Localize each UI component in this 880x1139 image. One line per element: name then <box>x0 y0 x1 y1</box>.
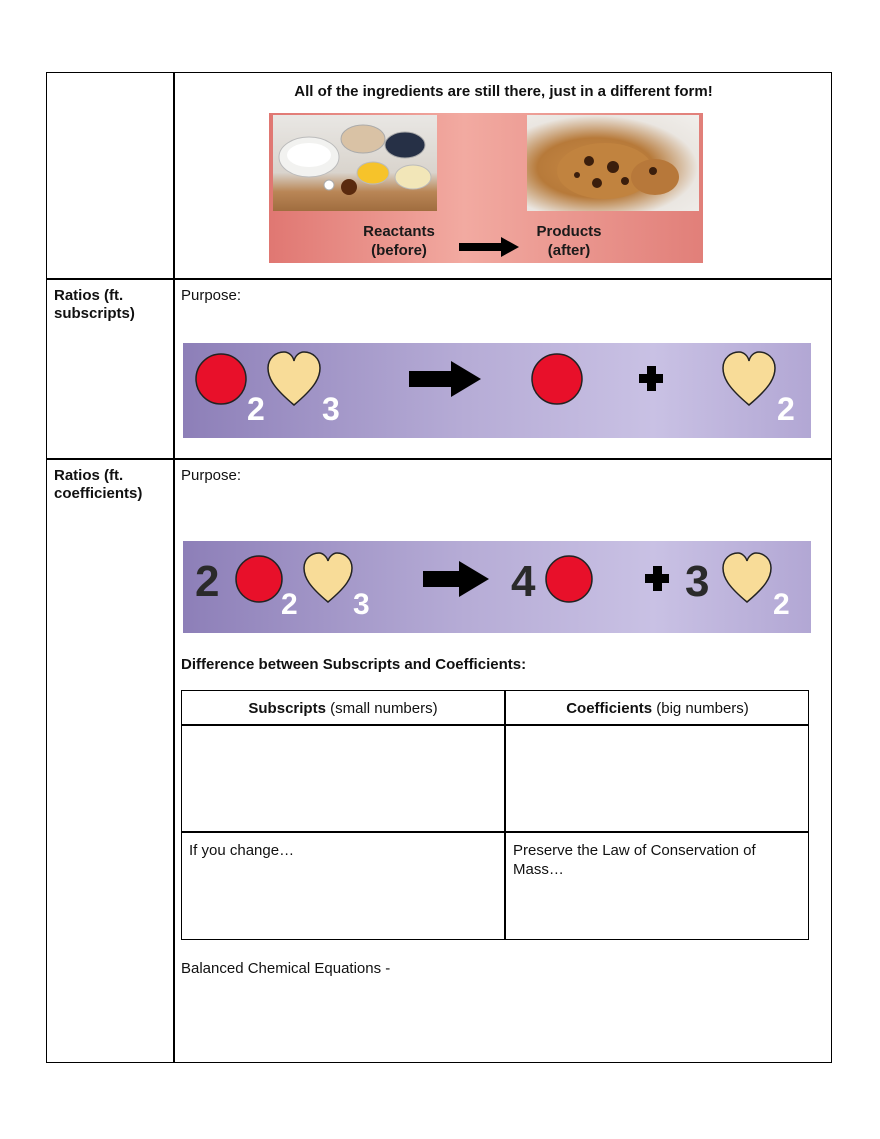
products-text: Products <box>536 223 602 240</box>
table-column-divider <box>504 691 506 939</box>
circle-icon <box>546 556 592 602</box>
row-divider <box>47 458 831 460</box>
table-row-divider <box>182 724 808 726</box>
comparison-table <box>181 690 809 940</box>
coefficients-header-bold: Coefficients <box>566 700 653 717</box>
difference-heading: Difference between Subscripts and Coefficients: <box>181 656 527 673</box>
products-subtext: (after) <box>547 242 591 259</box>
arrow-right-icon <box>409 361 481 397</box>
subscript-heart-text: 3 <box>353 588 370 621</box>
coefficients-header-rest: (big numbers) <box>652 700 749 717</box>
if-you-change-cell: If you change… <box>189 842 295 859</box>
reactants-subtext: (before) <box>371 242 427 259</box>
heart-icon <box>268 352 320 405</box>
column-divider <box>173 73 175 1062</box>
products-label <box>509 222 629 260</box>
subscript-circle-text: 2 <box>247 391 265 427</box>
reactants-label <box>339 222 459 260</box>
heart-icon <box>304 553 352 602</box>
heart-icon <box>723 553 771 602</box>
subscripts-header-bold: Subscripts <box>248 700 326 717</box>
row-divider <box>47 278 831 280</box>
purpose-coefficients: Purpose: <box>181 467 242 484</box>
subscript-circle-text: 2 <box>281 588 298 621</box>
circle-icon <box>532 354 582 404</box>
ingredients-caption: All of the ingredients are still there, just in a different form! <box>294 83 713 100</box>
arrow-right-icon <box>423 561 489 597</box>
subscript-heart-text: 3 <box>322 391 340 427</box>
subscript-heart-product-text: 2 <box>777 391 795 427</box>
preserve-law-cell: Preserve the Law of Conservation of Mass… <box>513 842 756 878</box>
plus-icon <box>645 566 669 591</box>
table-row-divider <box>182 831 808 833</box>
row-label-subscripts: Ratios (ft. subscripts) <box>54 287 135 322</box>
subscript-heart-product-text: 2 <box>773 588 790 621</box>
subscripts-header <box>182 700 504 717</box>
purpose-subscripts: Purpose: <box>181 287 242 304</box>
coefficient-heart-text: 3 <box>685 557 710 606</box>
plus-icon <box>639 366 663 391</box>
coefficient-circle-text: 4 <box>511 557 536 606</box>
reactants-text: Reactants <box>363 223 435 240</box>
worksheet-table <box>46 72 832 1063</box>
coefficient-equation-image <box>183 541 811 633</box>
balanced-equations-label: Balanced Chemical Equations - <box>181 960 391 977</box>
ingredients-photo <box>273 115 437 211</box>
cookie-analogy-image <box>269 113 703 263</box>
row-label-coefficients: Ratios (ft. coefficients) <box>54 467 143 502</box>
circle-icon <box>236 556 282 602</box>
subscript-equation-image <box>183 343 811 438</box>
coefficient-left-text: 2 <box>195 557 220 606</box>
coefficients-header <box>506 700 809 717</box>
subscripts-header-rest: (small numbers) <box>325 700 438 717</box>
cookies-photo <box>527 115 699 211</box>
heart-icon <box>723 352 775 405</box>
